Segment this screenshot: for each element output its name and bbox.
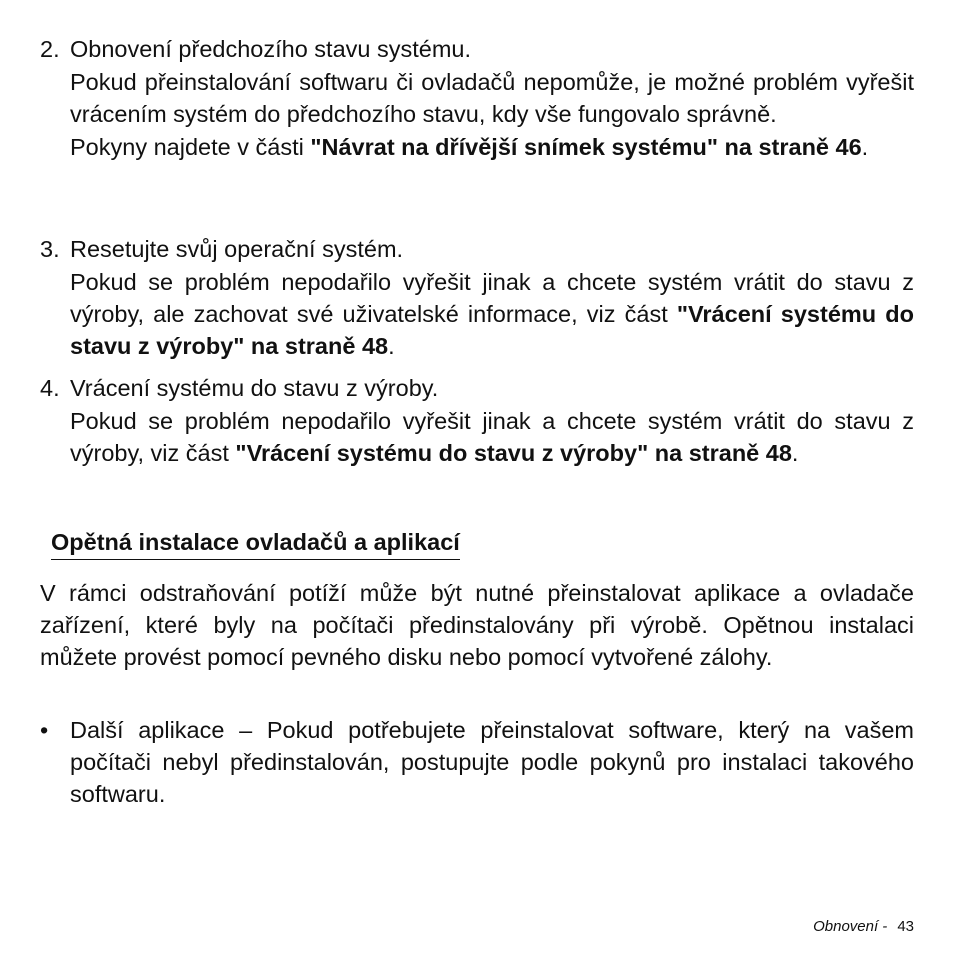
section-paragraph: V rámci odstraňování potíží může být nutné přeinstalovat aplikace a ovladače zařízení, které byly na počítači předinstalovány při výrobě. Opětnou instalaci můžete provést pomocí pevného disku nebo pomocí vytvořené zálohy. bbox=[40, 580, 914, 670]
bullet-text: Další aplikace – Pokud potřebujete přeinstalovat software, který na vašem počítači nebyl předinstalován, postupujte podle pokynů pro instalaci takového softwaru. bbox=[70, 717, 914, 807]
list-number: 4. bbox=[40, 375, 60, 401]
text-segment: Pokyny najdete v části bbox=[70, 134, 311, 160]
text-segment: Pokud se problém nepodařilo vyřešit jinak a chcete systém vrátit do stavu z výroby, ale zachovat své uživatelské informace, viz část bbox=[70, 269, 914, 327]
page-footer bbox=[813, 917, 914, 937]
list-item-title: Resetujte svůj operační systém. bbox=[70, 236, 404, 262]
bullet-marker: • bbox=[40, 717, 49, 743]
footer-label: Obnovení - bbox=[813, 918, 888, 935]
cross-reference: "Vrácení systému do stavu z výroby" na straně 48 bbox=[70, 301, 914, 359]
text-segment: . bbox=[861, 134, 869, 160]
section-heading: Opětná instalace ovladačů a aplikací bbox=[51, 526, 460, 560]
list-item-4 bbox=[40, 372, 914, 470]
cross-reference: "Vrácení systému do stavu z výroby" na straně 48 bbox=[235, 440, 792, 466]
text-segment: Pokud se problém nepodařilo vyřešit jinak a chcete systém vrátit do stavu z výroby, viz část bbox=[70, 408, 914, 466]
list-item-title: Obnovení předchozího stavu systému. bbox=[70, 36, 472, 62]
list-number: 3. bbox=[40, 236, 60, 262]
list-item-paragraph bbox=[70, 266, 914, 362]
list-item-title: Vrácení systému do stavu z výroby. bbox=[70, 375, 439, 401]
list-item-3 bbox=[40, 233, 914, 363]
list-number: 2. bbox=[40, 36, 60, 62]
text-segment: . bbox=[791, 440, 799, 466]
bullet-item bbox=[40, 714, 914, 810]
text-segment: . bbox=[388, 333, 395, 359]
cross-reference: "Návrat na dřívější snímek systému" na straně 46 bbox=[310, 134, 862, 160]
list-item-2 bbox=[40, 33, 914, 164]
list-item-paragraph: Pokud přeinstalování softwaru či ovladačů nepomůže, je možné problém vyřešit vrácením systém do předchozího stavu, kdy vše fungovalo správně. bbox=[70, 69, 914, 127]
list-item-paragraph bbox=[70, 131, 914, 163]
page-number: 43 bbox=[897, 918, 914, 935]
list-item-paragraph bbox=[70, 405, 914, 469]
